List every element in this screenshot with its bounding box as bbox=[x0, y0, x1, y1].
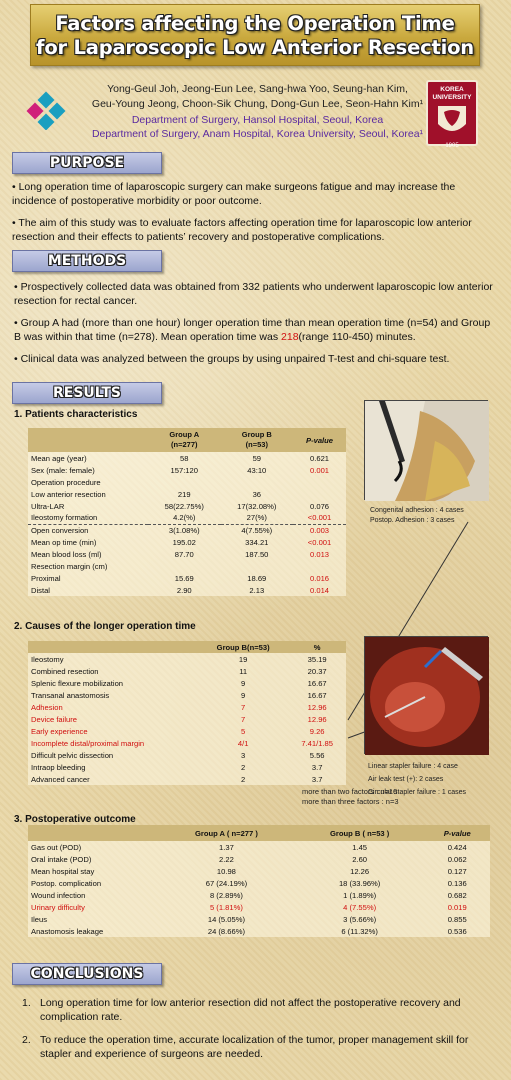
group-b-value: 187.50 bbox=[245, 549, 269, 559]
cause-count: 9 bbox=[241, 678, 246, 688]
causes-table-grid bbox=[28, 641, 346, 785]
table-row bbox=[28, 464, 346, 476]
methods-point-2-range: (range 110-450) minutes. bbox=[298, 331, 416, 343]
table-row bbox=[28, 749, 346, 761]
table-row bbox=[28, 476, 346, 488]
results-subheading-1: 1. Patients characteristics bbox=[14, 409, 138, 420]
row-label: Open conversion bbox=[28, 524, 148, 536]
authors-line-2: Geu-Young Jeong, Choon-Sik Chung, Dong-Gun Lee, Seon-Hahn Kim¹ bbox=[91, 98, 424, 110]
table-header-cell: % bbox=[288, 641, 346, 653]
row-label: Ultra-LAR bbox=[31, 501, 65, 511]
group-a-value: 67 (24.19%) bbox=[205, 878, 248, 888]
table-row bbox=[28, 701, 346, 713]
cause-count: 3 bbox=[241, 750, 246, 760]
table-row bbox=[28, 925, 490, 937]
group-b-value: 36 bbox=[252, 489, 262, 499]
group-b-value: 1 (1.89%) bbox=[343, 890, 377, 900]
table-header-row bbox=[28, 428, 346, 452]
table-header-row bbox=[28, 825, 490, 841]
photo1-caption-line-1: Congenital adhesion : 4 cases bbox=[370, 507, 464, 514]
row-label: Urinary difficulty bbox=[31, 902, 85, 912]
group-a-value: 157:120 bbox=[170, 465, 198, 475]
cause-percent: 3.7 bbox=[311, 762, 323, 772]
factors-note bbox=[302, 787, 399, 807]
table-header-cell bbox=[28, 825, 158, 841]
group-b-value: 6 (11.32%) bbox=[341, 926, 378, 936]
table-row bbox=[28, 889, 490, 901]
group-a-value: 1.37 bbox=[219, 842, 234, 852]
list-text: Long operation time for low anterior resection did not affect the postoperative recovery and complication rate. bbox=[40, 997, 461, 1023]
laparoscopic-view-icon bbox=[365, 401, 489, 501]
photo1-caption-line-2: Postop. Adhesion : 3 cases bbox=[370, 517, 455, 524]
factors-line-1: more than two factors : n=10 bbox=[302, 787, 398, 796]
group-b-value: 4(7.55%) bbox=[221, 524, 294, 536]
table-row bbox=[28, 584, 346, 596]
cause-label: Advanced cancer bbox=[31, 774, 90, 784]
cause-label: Device failure bbox=[31, 714, 78, 724]
row-label: Low anterior resection bbox=[31, 489, 106, 499]
list-text: To reduce the operation time, accurate localization of the tumor, proper management skill for stapler and experience of surgeons are needed. bbox=[40, 1034, 469, 1060]
outcome-table-body bbox=[28, 841, 490, 937]
row-label: Ileus bbox=[31, 914, 48, 924]
group-b-value: 43:10 bbox=[247, 465, 267, 475]
p-value: 0.855 bbox=[447, 914, 467, 924]
table-row bbox=[28, 913, 490, 925]
cause-count: 7 bbox=[241, 702, 246, 712]
cause-count: 9 bbox=[241, 690, 246, 700]
p-value bbox=[293, 476, 346, 488]
korea-university-logo bbox=[426, 80, 478, 149]
cause-label: Splenic flexure mobilization bbox=[31, 678, 124, 688]
table-row bbox=[28, 689, 346, 701]
group-b-value bbox=[221, 476, 294, 488]
list-item bbox=[22, 996, 500, 1024]
authors-line-1: Yong-Geul Joh, Jeong-Eun Lee, Sang-hwa Yoo, Seung-han Kim, bbox=[107, 83, 408, 95]
table-row bbox=[28, 901, 490, 913]
cause-count: 11 bbox=[239, 666, 248, 676]
row-label: Mean blood loss (ml) bbox=[31, 549, 102, 559]
group-a-value: 15.69 bbox=[174, 573, 194, 583]
purpose-point-1: • Long operation time of laparoscopic surgery can make surgeons fatigue and may increase the incidence of postoperative morbidity or poor outcome. bbox=[12, 181, 456, 207]
photo2-caption-line-3: Circular stapler failure : 1 cases bbox=[368, 789, 467, 796]
table-row bbox=[28, 853, 490, 865]
table-row bbox=[28, 572, 346, 584]
patients-table-grid bbox=[28, 428, 346, 596]
list-item bbox=[22, 1033, 500, 1061]
group-a-value: 2.22 bbox=[219, 854, 234, 864]
conclusions-heading: CONCLUSIONS bbox=[12, 963, 162, 985]
results-heading: RESULTS bbox=[12, 382, 162, 404]
p-value: 0.013 bbox=[310, 549, 330, 559]
p-value: 0.003 bbox=[293, 524, 346, 536]
cause-count: 2 bbox=[241, 762, 246, 772]
methods-point-2-text: • Group A had (more than one hour) longer operation time than mean operation time (n=54) and Group B was within that time (n=278). Mean operation time was bbox=[14, 317, 491, 343]
p-value: 0.536 bbox=[447, 926, 467, 936]
patients-table-body bbox=[28, 452, 346, 596]
table-header-cell: Group B ( n=53 ) bbox=[295, 825, 425, 841]
group-b-value: 59 bbox=[252, 453, 262, 463]
table-row bbox=[28, 877, 490, 889]
purpose-point-2: • The aim of this study was to evaluate factors affecting operation time for laparoscopic low anterior resection and their effects to patients’ recovery and postoperative complications. bbox=[12, 217, 472, 243]
cause-label: Combined resection bbox=[31, 666, 99, 676]
purpose-body bbox=[12, 180, 500, 244]
methods-point-1: • Prospectively collected data was obtained from 332 patients who underwent laparoscopic low anterior resection for rectal cancer. bbox=[14, 281, 493, 307]
table-header-cell: Group B(n=53) bbox=[198, 641, 288, 653]
cause-percent: 16.67 bbox=[307, 690, 327, 700]
table-row bbox=[28, 536, 346, 548]
photo2-caption-line-2: Air leak test (+): 2 cases bbox=[368, 776, 444, 783]
table-header-cell bbox=[28, 641, 198, 653]
row-label: Ileostomy formation bbox=[31, 513, 98, 523]
table-row bbox=[28, 653, 346, 665]
row-label: Operation procedure bbox=[31, 477, 101, 487]
list-number: 1. bbox=[22, 997, 31, 1009]
p-value: 0.136 bbox=[447, 878, 467, 888]
group-b-value: 2.60 bbox=[352, 854, 368, 864]
table-row bbox=[28, 560, 346, 572]
p-value: 0.682 bbox=[447, 890, 467, 900]
table-row bbox=[28, 452, 346, 464]
row-label: Resection margin (cm) bbox=[31, 561, 108, 571]
p-value: 0.001 bbox=[310, 465, 330, 475]
row-label: Mean age (year) bbox=[31, 453, 87, 463]
p-value: 0.127 bbox=[447, 866, 467, 876]
row-label: Mean op time (min) bbox=[31, 537, 97, 547]
conclusions-list bbox=[22, 996, 500, 1061]
logo-year: 1905 bbox=[445, 143, 459, 149]
group-b-value: 18 (33.96%) bbox=[338, 878, 381, 888]
table-row bbox=[28, 737, 346, 749]
causes-table bbox=[28, 641, 346, 785]
mean-op-time-value: 218 bbox=[281, 331, 299, 343]
surgical-photo-device bbox=[364, 636, 488, 754]
factors-line-2: more than three factors : n=3 bbox=[302, 797, 399, 806]
causes-table-body bbox=[28, 653, 346, 785]
photo2-caption-line-1: Linear stapler failure : 4 case bbox=[368, 763, 458, 770]
cause-count: 19 bbox=[238, 654, 248, 664]
methods-point-2 bbox=[14, 316, 500, 344]
row-label: Proximal bbox=[31, 573, 61, 583]
purpose-heading: PURPOSE bbox=[12, 152, 162, 174]
group-b-value: 3 (5.66%) bbox=[343, 914, 377, 924]
group-a-value: 24 (8.66%) bbox=[207, 926, 245, 936]
group-a-value: 3(1.08%) bbox=[148, 524, 221, 536]
cause-label: Incomplete distal/proximal margin bbox=[31, 738, 145, 748]
table-header-row bbox=[28, 641, 346, 653]
results-subheading-3: 3. Postoperative outcome bbox=[14, 814, 136, 825]
p-value: 0.019 bbox=[447, 902, 467, 912]
group-b-value: 2.13 bbox=[249, 585, 265, 595]
cause-percent: 12.96 bbox=[307, 702, 327, 712]
cause-count: 2 bbox=[241, 774, 246, 784]
title-banner bbox=[30, 4, 480, 66]
list-number: 2. bbox=[22, 1034, 31, 1046]
affiliations bbox=[60, 113, 455, 141]
group-b-value bbox=[221, 560, 294, 572]
row-label: Gas out (POD) bbox=[31, 842, 82, 852]
row-label: Sex (male: female) bbox=[31, 465, 95, 475]
cause-count: 5 bbox=[241, 726, 246, 736]
cause-percent: 7.41/1.85 bbox=[301, 738, 333, 748]
cause-label: Transanal anastomosis bbox=[31, 690, 110, 700]
cause-percent: 5.56 bbox=[309, 750, 325, 760]
authors bbox=[60, 82, 455, 112]
methods-point-3: • Clinical data was analyzed between the groups by using unpaired T-test and chi-square test. bbox=[14, 353, 450, 365]
p-value: 0.016 bbox=[310, 573, 330, 583]
table-row bbox=[28, 524, 346, 536]
row-label: Mean hospital stay bbox=[31, 866, 95, 876]
affiliation-line-2: Department of Surgery, Anam Hospital, Korea University, Seoul, Korea¹ bbox=[91, 128, 424, 140]
group-a-value: 4.2(%) bbox=[173, 513, 196, 523]
table-row bbox=[28, 773, 346, 785]
cause-percent: 9.26 bbox=[309, 726, 325, 736]
methods-heading: METHODS bbox=[12, 250, 162, 272]
cause-percent: 12.96 bbox=[307, 714, 327, 724]
outcome-table-grid bbox=[28, 825, 490, 937]
laparoscopic-view-icon bbox=[365, 637, 489, 755]
group-a-value bbox=[148, 476, 221, 488]
cause-percent: 16.67 bbox=[307, 678, 327, 688]
cause-count: 7 bbox=[241, 714, 246, 724]
table-row bbox=[28, 725, 346, 737]
tiger-crest-icon bbox=[432, 102, 472, 138]
group-a-value: 58(22.75%) bbox=[164, 501, 204, 511]
table-row bbox=[28, 713, 346, 725]
table-row bbox=[28, 865, 490, 877]
group-a-value: 8 (2.89%) bbox=[209, 890, 243, 900]
cause-label: Adhesion bbox=[31, 702, 63, 712]
group-a-value: 2.90 bbox=[176, 585, 192, 595]
table-row bbox=[28, 488, 346, 500]
group-b-value: 1.45 bbox=[352, 842, 368, 852]
table-header-cell: P-value bbox=[293, 428, 346, 452]
group-a-value: 87.70 bbox=[174, 549, 194, 559]
cause-count: 4/1 bbox=[237, 738, 249, 748]
results-subheading-2: 2. Causes of the longer operation time bbox=[14, 621, 196, 632]
group-b-value: 4 (7.55%) bbox=[343, 902, 377, 912]
table-row bbox=[28, 761, 346, 773]
row-label: Oral intake (POD) bbox=[31, 854, 92, 864]
table-header-cell: Group B (n=53) bbox=[221, 428, 294, 452]
group-a-value bbox=[148, 560, 221, 572]
cause-percent: 35.19 bbox=[307, 654, 327, 664]
table-header-cell: Group A (n=277) bbox=[148, 428, 221, 452]
logo-text: KOREA UNIVERSITY bbox=[432, 86, 472, 101]
p-value bbox=[293, 488, 346, 500]
row-label: Anastomosis leakage bbox=[31, 926, 104, 936]
group-a-value: 10.98 bbox=[216, 866, 236, 876]
conclusions-body bbox=[22, 996, 500, 1070]
row-label: Postop. complication bbox=[31, 878, 102, 888]
group-a-value: 219 bbox=[177, 489, 191, 499]
table-row bbox=[28, 665, 346, 677]
group-a-value: 5 (1.81%) bbox=[209, 902, 243, 912]
table-row bbox=[28, 500, 346, 512]
title-line-2: for Laparoscopic Low Anterior Resection bbox=[36, 36, 474, 59]
cause-label: Ileostomy bbox=[31, 654, 64, 664]
p-value: <0.001 bbox=[307, 513, 332, 523]
group-b-value: 334.21 bbox=[245, 537, 269, 547]
row-label: Distal bbox=[31, 585, 50, 595]
cause-percent: 20.37 bbox=[307, 666, 327, 676]
table-header-cell: Group A ( n=277 ) bbox=[158, 825, 295, 841]
p-value: 0.621 bbox=[310, 453, 330, 463]
table-row bbox=[28, 512, 346, 524]
group-a-value: 14 (5.05%) bbox=[207, 914, 245, 924]
p-value: 0.014 bbox=[310, 585, 330, 595]
table-row bbox=[28, 548, 346, 560]
surgical-photo-adhesion bbox=[364, 400, 488, 500]
group-b-value: 17(32.08%) bbox=[237, 501, 277, 511]
outcome-table bbox=[28, 825, 490, 937]
table-row bbox=[28, 677, 346, 689]
cause-label: Early experience bbox=[31, 726, 88, 736]
group-a-value: 195.02 bbox=[172, 537, 196, 547]
affiliation-line-1: Department of Surgery, Hansol Hospital, Seoul, Korea bbox=[131, 114, 384, 126]
group-b-value: 27(%) bbox=[246, 513, 267, 523]
p-value: <0.001 bbox=[307, 537, 332, 547]
table-header-cell bbox=[28, 428, 148, 452]
cause-label: Difficult pelvic dissection bbox=[31, 750, 114, 760]
methods-body bbox=[14, 280, 500, 366]
group-b-value: 18.69 bbox=[247, 573, 267, 583]
p-value: 0.424 bbox=[447, 842, 467, 852]
p-value: 0.062 bbox=[447, 854, 467, 864]
group-a-value: 58 bbox=[180, 453, 189, 463]
table-header-cell: P-value bbox=[424, 825, 490, 841]
group-b-value: 12.26 bbox=[350, 866, 370, 876]
patients-table bbox=[28, 428, 346, 596]
title-line-1: Factors affecting the Operation Time bbox=[55, 12, 455, 35]
cause-percent: 3.7 bbox=[311, 774, 323, 784]
p-value: 0.076 bbox=[310, 501, 330, 511]
table-row bbox=[28, 841, 490, 853]
cause-label: Intraop bleeding bbox=[31, 762, 86, 772]
row-label: Wound infection bbox=[31, 890, 86, 900]
